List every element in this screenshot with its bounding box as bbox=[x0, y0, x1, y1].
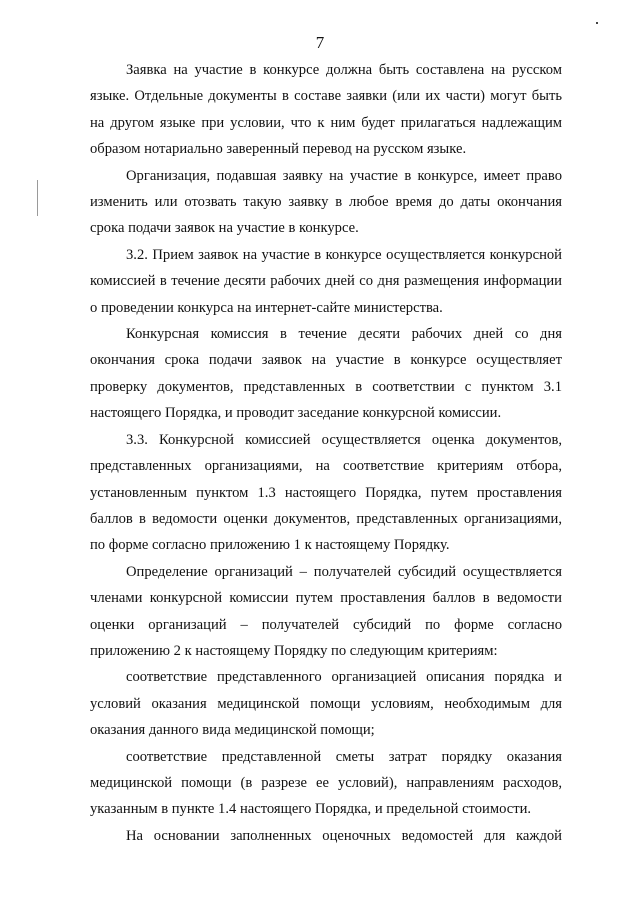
paragraph-application-language: Заявка на участие в конкурсе должна быть составлена на русском языке. Отдельные документы в составе заявки (или их части) могут быть на другом языке при условии, что к ним будет прилагаться надлежащим образом нотариально заверенный перевод на русском языке. bbox=[90, 62, 562, 158]
paragraph-3-2: 3.2. Прием заявок на участие в конкурсе осуществляется конкурсной комиссией в течение десяти рабочих дней со дня размещения информации о проведении конкурса на интернет-сайте министерства. bbox=[90, 246, 562, 316]
paragraph-withdraw-application: Организация, подавшая заявку на участие в конкурсе, имеет право изменить или отозвать такую заявку в любое время до даты окончания срока подачи заявок на участие в конкурсе. bbox=[90, 167, 562, 237]
paragraph-commission-review: Конкурсная комиссия в течение десяти рабочих дней со дня окончания срока подачи заявок на участие в конкурсе осуществляет проверку документов, представленных в соответствии с пунктом 3.1 настоящего Порядка, и проводит заседание конкурсной комиссии. bbox=[90, 326, 562, 422]
paragraph-recipient-selection: Определение организаций – получателей субсидий осуществляется членами конкурсной комиссии путем проставления баллов в ведомости оценки организаций – получателей субсидий по форме согласно приложению 2 к настоящему Порядку по следующим критериям: bbox=[90, 563, 562, 659]
margin-mark bbox=[37, 180, 38, 216]
document-body bbox=[90, 57, 562, 849]
paragraph-3-3: 3.3. Конкурсной комиссией осуществляется оценка документов, представленных организациями, на соответствие критериям отбора, установленным пунктом 1.3 настоящего Порядка, путем проставления баллов в ведомости оценки документов, представленных организациями, по форме согласно приложению 1 к настоящему Порядку. bbox=[90, 431, 562, 554]
paragraph-continuation: На основании заполненных оценочных ведомостей для каждой bbox=[126, 827, 562, 844]
criterion-cost-estimate: соответствие представленной сметы затрат порядку оказания медицинской помощи (в разрезе ее условий), направлениям расходов, указанным в пункте 1.4 настоящего Порядка, и предельной стоимости. bbox=[90, 748, 562, 818]
scan-speck bbox=[596, 22, 598, 24]
page-number: 7 bbox=[315, 33, 325, 52]
criterion-description: соответствие представленного организацией описания порядка и условий оказания медицинской помощи условиям, необходимым для оказания данного вида медицинской помощи; bbox=[90, 669, 562, 739]
